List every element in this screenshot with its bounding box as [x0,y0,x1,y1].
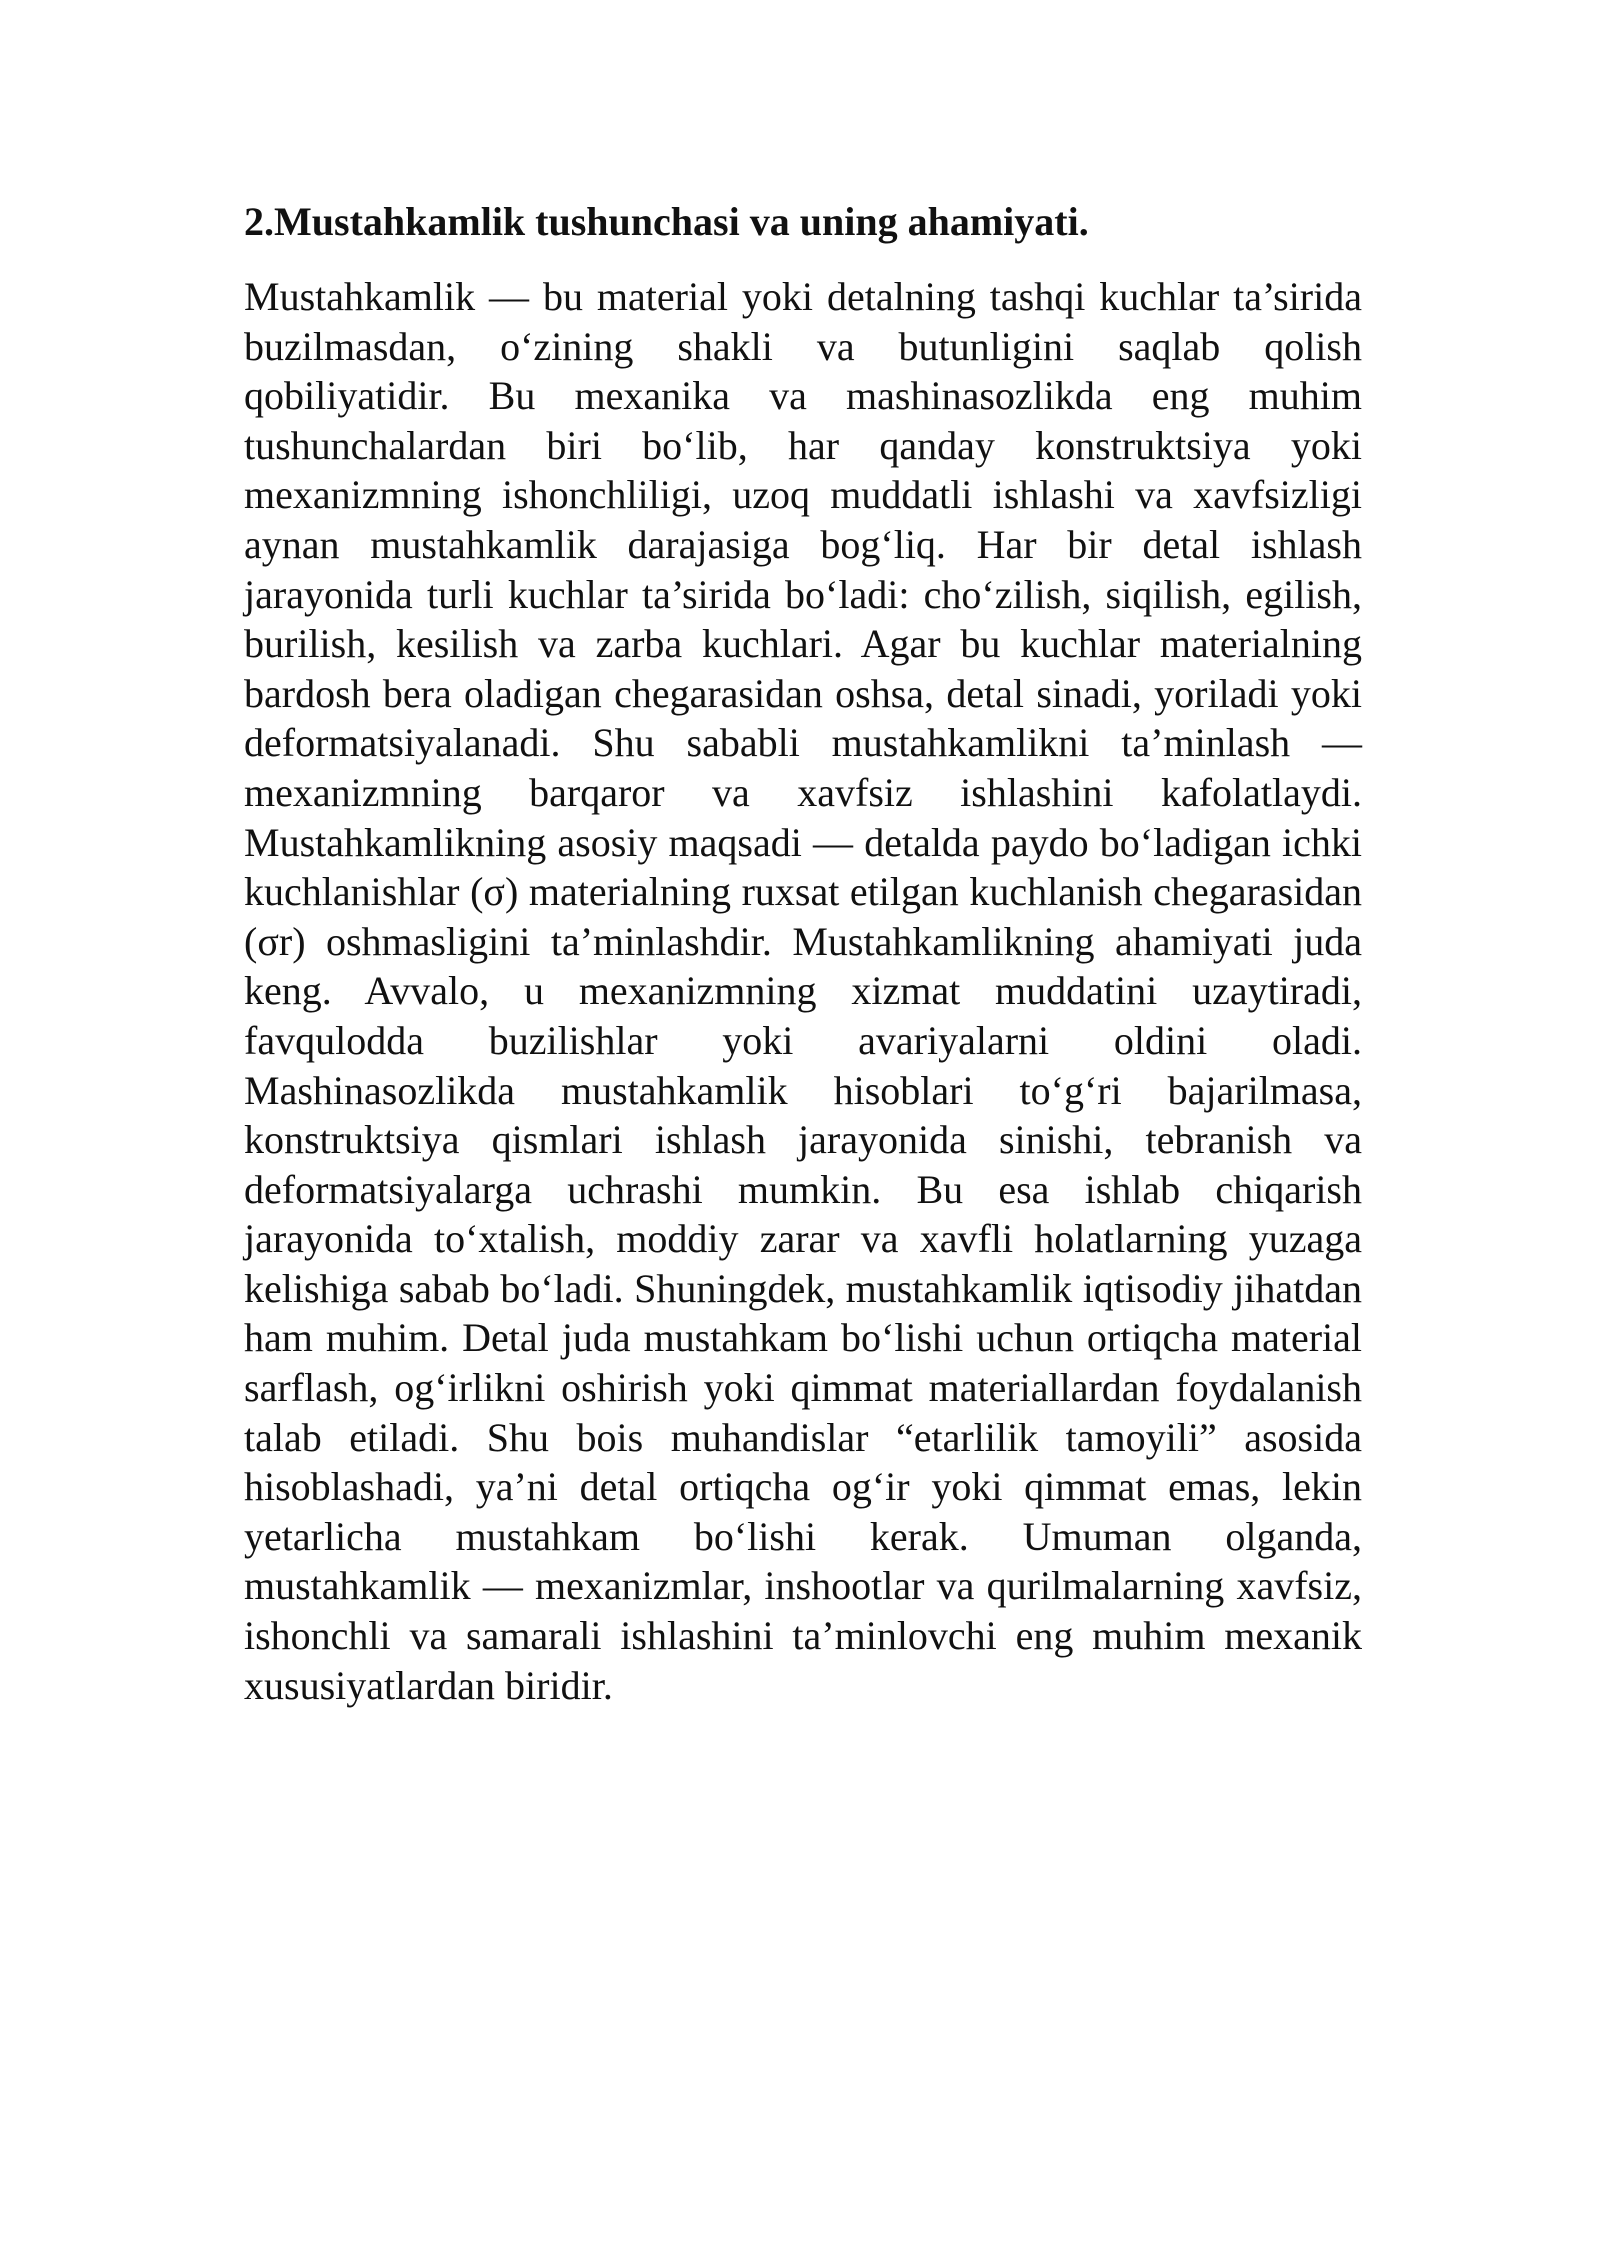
section-heading: 2.Mustahkamlik tushunchasi va uning ahamiyati. [244,199,1089,244]
document-content [244,196,1362,1710]
body-paragraph: Mustahkamlik — bu material yoki detalning tashqi kuchlar ta’sirida buzilmasdan, o‘zining shakli va butunligini saqlab qolish qobiliyatidir. Bu mexanika va mashinasozlikda eng muhim tushunchalardan biri bo‘lib, har qanday konstruktsiya yoki mexanizmning ishonchliligi, uzoq muddatli ishlashi va xavfsizligi aynan mustahkamlik darajasiga bog‘liq. Har bir detal ishlash jarayonida turli kuchlar ta’sirida bo‘ladi: cho‘zilish, siqilish, egilish, burilish, kesilish va zarba kuchlari. Agar bu kuchlar materialning bardosh bera oladigan chegarasidan oshsa, detal sinadi, yoriladi yoki deformatsiyalanadi. Shu sababli mustahkamlikni ta’minlash — mexanizmning barqaror va xavfsiz ishlashini kafolatlaydi. Mustahkamlikning asosiy maqsadi — detalda paydo bo‘ladigan ichki kuchlanishlar (σ) materialning ruxsat etilgan kuchlanish chegarasidan (σr) oshmasligini ta’minlashdir. Mustahkamlikning ahamiyati juda keng. Avvalo, u mexanizmning xizmat muddatini uzaytiradi, favqulodda buzilishlar yoki avariyalarni oldini oladi. Mashinasozlikda mustahkamlik hisoblari to‘g‘ri bajarilmasa, konstruktsiya qismlari ishlash jarayonida sinishi, tebranish va deformatsiyalarga uchrashi mumkin. Bu esa ishlab chiqarish jarayonida to‘xtalish, moddiy zarar va xavfli holatlarning yuzaga kelishiga sabab bo‘ladi. Shuningdek, mustahkamlik iqtisodiy jihatdan ham muhim. Detal juda mustahkam bo‘lishi uchun ortiqcha material sarflash, og‘irlikni oshirish yoki qimmat materiallardan foydalanish talab etiladi. Shu bois muhandislar “etarlilik tamoyili” asosida hisoblashadi, ya’ni detal ortiqcha og‘ir yoki qimmat emas, lekin yetarlicha mustahkam bo‘lishi kerak. Umuman olganda, mustahkamlik — mexanizmlar, inshootlar va qurilmalarning xavfsiz, ishonchli va samarali ishlashini ta’minlovchi eng muhim mexanik xususiyatlardan biridir. [244,274,1362,1708]
